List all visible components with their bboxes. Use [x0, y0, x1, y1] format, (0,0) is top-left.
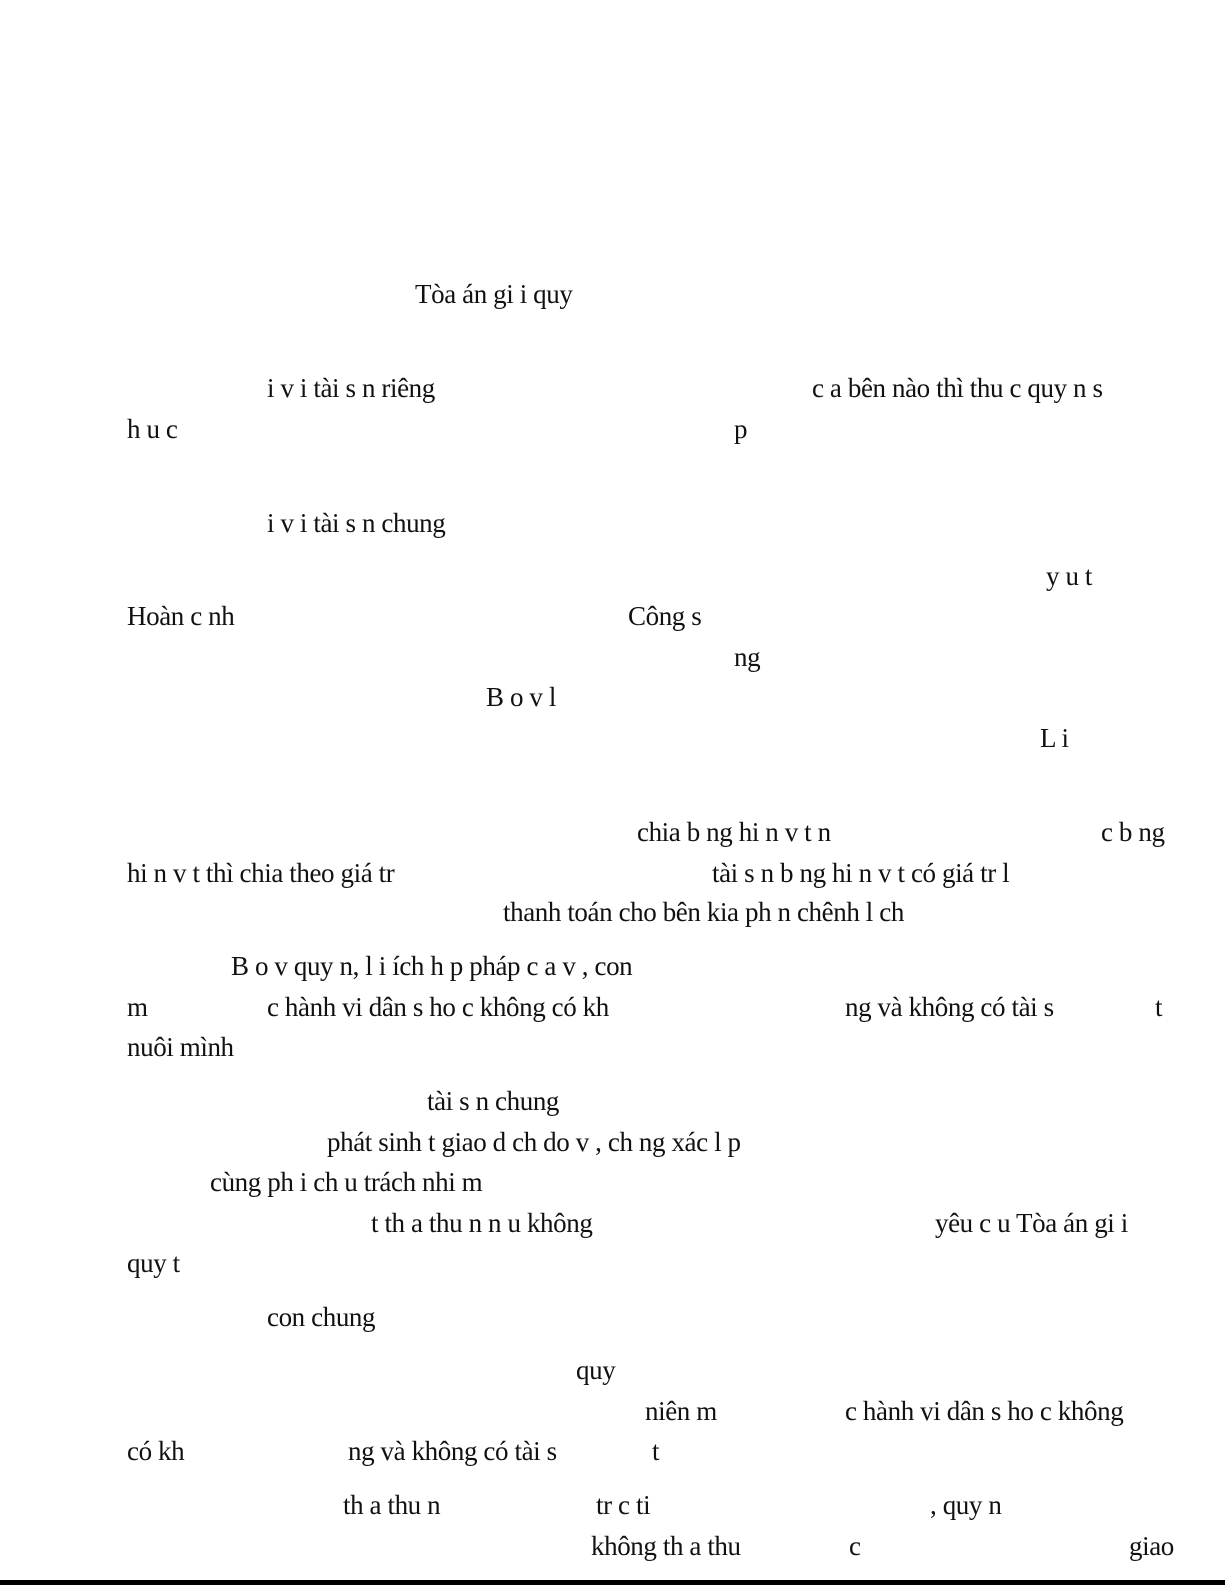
text-fragment: c b ng — [1101, 817, 1165, 847]
text-fragment: yêu c u Tòa án gi i — [935, 1208, 1128, 1238]
text-fragment: c hành vi dân s ho c không có kh — [267, 992, 609, 1022]
text-fragment: Hoàn c nh — [127, 601, 235, 631]
text-fragment: tài s n chung — [427, 1086, 560, 1116]
text-fragment: hi n v t thì chia theo giá tr — [127, 858, 395, 888]
text-fragment: i v i tài s n riêng — [267, 373, 435, 403]
text-fragment: nuôi mình — [127, 1032, 234, 1062]
text-fragment: B o v l — [486, 682, 556, 712]
text-fragment: quy t — [127, 1248, 180, 1278]
text-fragment: cùng ph i ch u trách nhi m — [210, 1167, 483, 1197]
text-fragment: c — [849, 1531, 861, 1561]
text-fragment: B o v quy n, l i ích h p pháp c a v , con — [231, 951, 633, 981]
text-fragment: p — [734, 414, 748, 444]
text-fragment: y u t — [1046, 561, 1093, 591]
text-fragment: có kh — [127, 1436, 185, 1466]
text-fragment: t th a thu n n u không — [371, 1208, 593, 1238]
text-fragment: chia b ng hi n v t n — [637, 817, 831, 847]
text-fragment: i v i tài s n chung — [267, 508, 446, 538]
text-fragment: h u c — [127, 414, 178, 444]
text-fragment: m — [127, 992, 148, 1022]
text-fragment: Tòa án gi i quy — [415, 279, 573, 309]
text-fragment: quy — [576, 1355, 616, 1385]
text-fragment: phát sinh t giao d ch do v , ch ng xác l p — [327, 1127, 741, 1157]
text-fragment: t — [1155, 992, 1163, 1022]
text-fragment: c hành vi dân s ho c không — [845, 1396, 1124, 1426]
text-fragment: giao — [1129, 1531, 1174, 1561]
text-fragment: tr c ti — [596, 1490, 651, 1520]
text-fragment: t — [652, 1436, 660, 1466]
text-fragment: Công s — [628, 601, 702, 631]
text-fragment: tài s n b ng hi n v t có giá tr l — [712, 858, 1010, 888]
text-fragment: niên m — [645, 1396, 717, 1426]
text-fragment: không th a thu — [591, 1531, 741, 1561]
text-fragment: c a bên nào thì thu c quy n s — [812, 373, 1103, 403]
text-fragment: ng — [734, 642, 761, 672]
text-fragment: , quy n — [930, 1490, 1002, 1520]
text-fragment: thanh toán cho bên kia ph n chênh l ch — [503, 897, 904, 927]
text-fragment: ng và không có tài s — [845, 992, 1054, 1022]
text-fragment: th a thu n — [343, 1490, 441, 1520]
text-fragment: ng và không có tài s — [348, 1436, 557, 1466]
text-fragment: L i — [1040, 723, 1069, 753]
text-fragment: con chung — [267, 1302, 376, 1332]
bottom-border — [0, 1580, 1225, 1585]
